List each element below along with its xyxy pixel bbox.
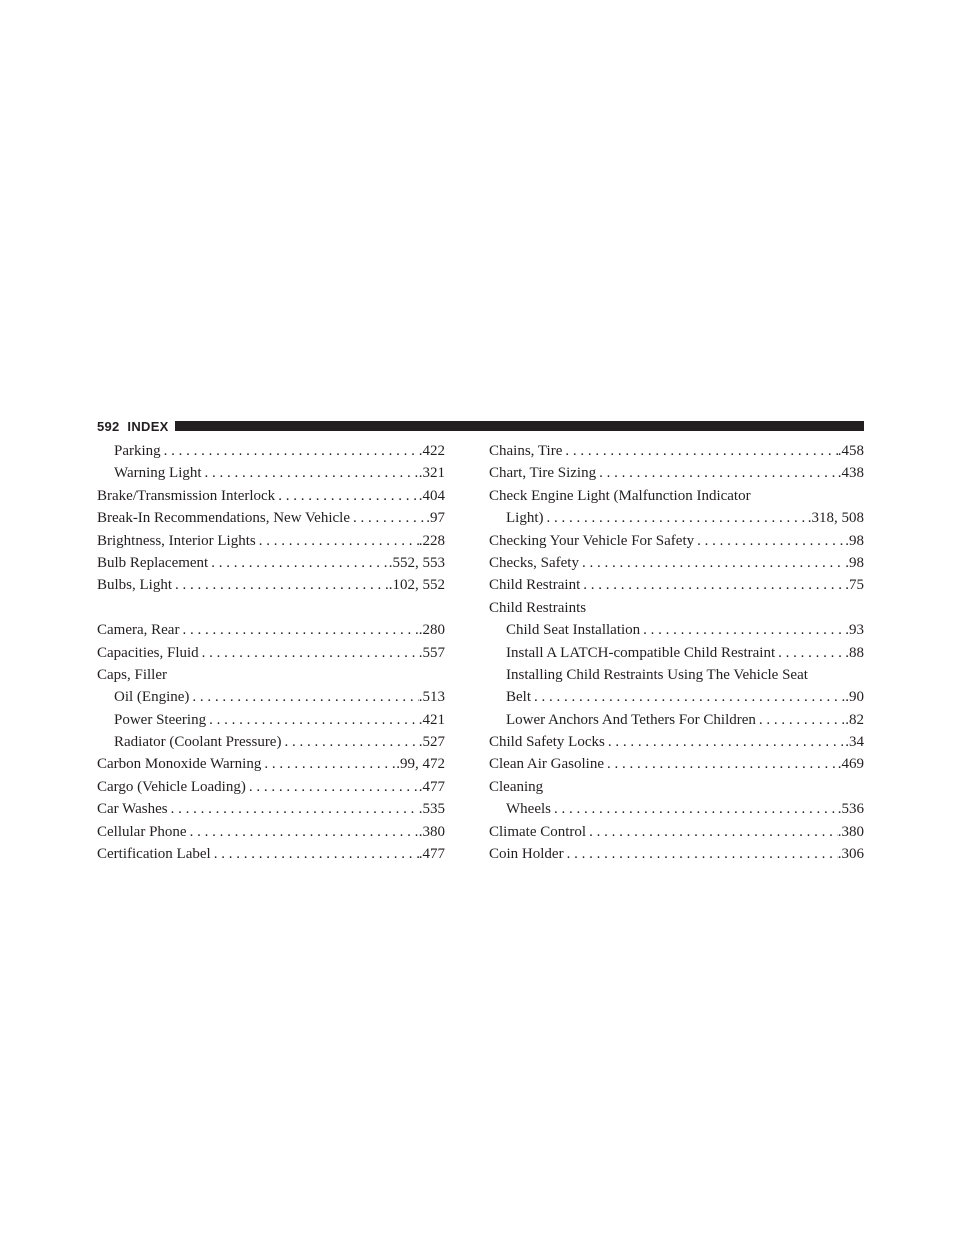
index-entry [97, 776, 445, 798]
dot-leader [182, 619, 418, 641]
index-entry-pages: .98 [845, 554, 864, 571]
index-entry-label: Coin Holder [489, 846, 564, 863]
index-entry-label: Clean Air Gasoline [489, 756, 604, 773]
index-entry [97, 821, 445, 843]
index-entry [97, 686, 445, 708]
dot-leader [697, 530, 845, 552]
page-number: 592 [97, 418, 120, 434]
index-entry-label: Caps, Filler [97, 666, 167, 683]
dot-leader [249, 776, 419, 798]
index-entry [489, 619, 864, 641]
index-entry-label: Bulbs, Light [97, 577, 173, 594]
index-entry-pages: .513 [418, 689, 445, 706]
dot-leader [565, 440, 837, 462]
index-entry-label: Child Safety Locks [489, 734, 605, 751]
index-entry-label: Child Restraint [489, 577, 581, 594]
index-entry [489, 530, 864, 552]
index-entry-pages: .422 [418, 443, 445, 459]
dot-leader [278, 485, 419, 507]
index-entry-label: Cellular Phone [97, 823, 187, 840]
page-title: INDEX [127, 418, 169, 434]
index-entry [97, 798, 445, 820]
index-entry-label: Parking [114, 443, 161, 459]
index-entry [489, 843, 864, 865]
dot-leader [353, 507, 426, 529]
index-entry-label: Installing Child Restraints Using The Vehicle Seat [506, 666, 808, 683]
index-entry-label: Cleaning [489, 778, 544, 795]
index-entry-label: Child Seat Installation [506, 622, 641, 639]
index-entry [97, 753, 445, 775]
dot-leader [205, 462, 419, 484]
index-entry [97, 462, 445, 484]
index-entry-label: Break-In Recommendations, New Vehicle [97, 510, 350, 527]
index-entry [489, 798, 864, 820]
header-rule [175, 421, 864, 431]
dot-leader [778, 642, 845, 664]
index-entry-pages: .535 [418, 801, 445, 818]
index-entry-label: Check Engine Light (Malfunction Indicator [489, 487, 751, 504]
index-entry [97, 507, 445, 529]
index-entry [489, 552, 864, 574]
dot-leader [214, 843, 419, 865]
index-entry-label: Carbon Monoxide Warning [97, 756, 262, 773]
dot-leader [264, 753, 396, 775]
index-entry-label: Camera, Rear [97, 622, 180, 639]
index-entry-pages: .321 [418, 465, 445, 482]
index-entry-pages: .90 [845, 689, 864, 706]
index-entry [489, 642, 864, 664]
index-entry-label: Radiator (Coolant Pressure) [114, 734, 282, 751]
index-entry [489, 574, 864, 596]
index-entry-label: Climate Control [489, 823, 587, 840]
index-entry-label: Capacities, Fluid [97, 644, 199, 661]
index-entry-pages: .380 [837, 823, 864, 840]
dot-leader [599, 462, 838, 484]
index-entry-pages: .438 [837, 465, 864, 482]
dot-leader [643, 619, 845, 641]
page-header [97, 415, 864, 437]
index-entry-pages: .306 [837, 846, 864, 863]
dot-leader [608, 731, 845, 753]
index-entry-label: Wheels [506, 801, 551, 818]
dot-leader [202, 642, 419, 664]
index-entry-label: Oil (Engine) [114, 689, 190, 706]
index-entry-label: Light) [506, 510, 544, 527]
index-entry-pages: .557 [418, 644, 445, 661]
index-entry-label: Certification Label [97, 846, 211, 863]
index-entry-label: Brightness, Interior Lights [97, 532, 256, 549]
index-entry [97, 731, 445, 753]
index-entry-pages: .404 [418, 487, 445, 504]
index-entry [489, 731, 864, 753]
index-entry-pages: .552, 553 [388, 554, 445, 571]
index-entry [97, 574, 445, 596]
dot-leader [582, 552, 845, 574]
index-entry [489, 507, 864, 529]
index-entry-pages: .477 [418, 846, 445, 863]
index-entry-pages: .34 [845, 734, 864, 751]
index-entry [489, 753, 864, 775]
index-entry-label: Warning Light [114, 465, 202, 482]
dot-leader [192, 686, 418, 708]
index-entry-pages: .99, 472 [396, 756, 445, 773]
index-spacer [97, 597, 445, 619]
index-entry-pages: .318, 508 [807, 510, 864, 527]
index-entry [97, 709, 445, 731]
index-entry-pages: .536 [837, 801, 864, 818]
index-entry [489, 664, 864, 686]
index-entry [489, 597, 864, 619]
index-entry-label: Belt [506, 689, 531, 706]
dot-leader [583, 574, 845, 596]
index-entry-pages: .458 [837, 443, 864, 459]
dot-leader [759, 709, 845, 731]
index-entry [489, 821, 864, 843]
index-entry-pages: .88 [845, 644, 864, 661]
index-entry-pages: .280 [418, 622, 445, 639]
index-entry [489, 686, 864, 708]
index-entry-label: Brake/Transmission Interlock [97, 487, 276, 504]
index-entry-label: Power Steering [114, 711, 207, 728]
dot-leader [175, 574, 389, 596]
dot-leader [211, 552, 389, 574]
index-entry-label: Checking Your Vehicle For Safety [489, 532, 695, 549]
index-entry-pages: .527 [418, 734, 445, 751]
index-entry-label: Child Restraints [489, 599, 587, 616]
index-entry-label: Lower Anchors And Tethers For Children [506, 711, 756, 728]
index-entry-label: Install A LATCH-compatible Child Restraint [506, 644, 776, 661]
index-entry-pages: .82 [845, 711, 864, 728]
dot-leader [607, 753, 838, 775]
dot-leader [284, 731, 418, 753]
dot-leader [190, 821, 419, 843]
page-header-text [97, 419, 175, 434]
dot-leader [567, 843, 838, 865]
dot-leader [547, 507, 808, 529]
index-entry [489, 485, 864, 507]
index-entry [97, 485, 445, 507]
index-entry-pages: .469 [837, 756, 864, 773]
index-entry [97, 552, 445, 574]
dot-leader [164, 440, 419, 462]
index-entry-pages: .93 [845, 622, 864, 639]
index-entry [97, 619, 445, 641]
index-entry-label: Bulb Replacement [97, 554, 209, 571]
index-entry-pages: .97 [426, 510, 445, 527]
index-entry [489, 709, 864, 731]
dot-leader [209, 709, 419, 731]
index-entry [97, 642, 445, 664]
dot-leader [259, 530, 419, 552]
index-entry [489, 462, 864, 484]
index-entry-pages: .477 [418, 778, 445, 795]
index-entry [97, 530, 445, 552]
dot-leader [534, 686, 845, 708]
index-entry [97, 664, 445, 686]
index-entry-label: Checks, Safety [489, 554, 579, 571]
index-entry-label: Chains, Tire [489, 443, 563, 459]
index-column-right [489, 440, 864, 865]
index-entry [489, 776, 864, 798]
index-entry-pages: .421 [418, 711, 445, 728]
dot-leader [554, 798, 838, 820]
dot-leader [171, 798, 419, 820]
index-entry-pages: .75 [845, 577, 864, 594]
index-entry [97, 843, 445, 865]
index-entry-label: Car Washes [97, 801, 168, 818]
index-entry [489, 440, 864, 462]
index-entry-pages: .102, 552 [388, 577, 445, 594]
dot-leader [589, 821, 838, 843]
index-entry-label: Cargo (Vehicle Loading) [97, 778, 246, 795]
index-entry-pages: .380 [418, 823, 445, 840]
index-entry-pages: .98 [845, 532, 864, 549]
index-entry [97, 440, 445, 462]
index-entry-pages: .228 [418, 532, 445, 549]
index-column-left [97, 440, 445, 865]
index-entry-label: Chart, Tire Sizing [489, 465, 597, 482]
